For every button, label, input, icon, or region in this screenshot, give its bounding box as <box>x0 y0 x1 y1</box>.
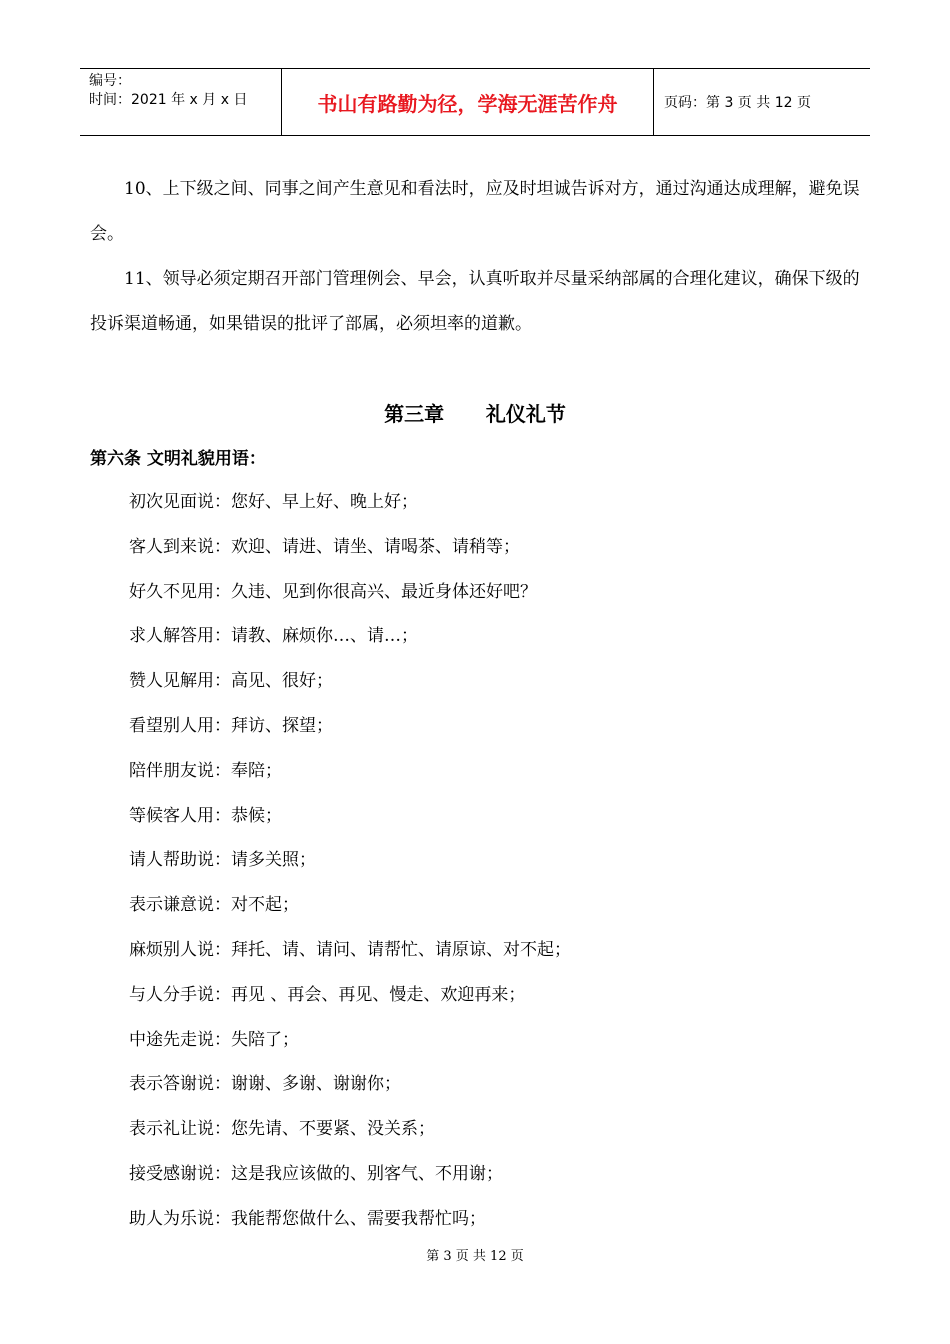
list-item: 麻烦别人说：拜托、请、请问、请帮忙、请原谅、对不起； <box>129 939 571 960</box>
list-item: 好久不见用：久违、见到你很高兴、最近身体还好吧？ <box>129 581 537 602</box>
list-item: 表示礼让说：您先请、不要紧、没关系； <box>129 1119 435 1140</box>
list-item: 中途先走说：失陪了； <box>129 1029 299 1050</box>
chapter-title: 第三章 礼仪礼节 <box>384 402 566 426</box>
phrase-list <box>129 480 571 1242</box>
paragraph-10: 10、上下级之间、同事之间产生意见和看法时，应及时坦诚告诉对方，通过沟通达成理解，避免误会。 <box>90 179 860 244</box>
list-item: 赞人见解用：高见、很好； <box>129 671 333 692</box>
list-item: 与人分手说：再见 、再会、再见、慢走、欢迎再来； <box>129 984 526 1005</box>
list-item: 求人解答用：请教、麻烦你…、请…； <box>129 626 418 647</box>
list-item: 请人帮助说：请多关照； <box>129 850 316 871</box>
header-meta <box>80 69 282 135</box>
list-item: 等候客人用：恭候； <box>129 805 282 826</box>
list-item: 接受感谢说：这是我应该做的、别客气、不用谢； <box>129 1163 503 1184</box>
header-page-info: 页码：第 3 页 共 12 页 <box>664 95 811 111</box>
list-item: 客人到来说：欢迎、请进、请坐、请喝茶、请稍等； <box>129 536 520 557</box>
list-item: 表示谦意说：对不起； <box>129 895 299 916</box>
document-date: 时间：2021 年 x 月 x 日 <box>89 92 248 108</box>
article-title: 第六条 文明礼貌用语： <box>90 449 266 469</box>
header-motto: 书山有路勤为径，学海无涯苦作舟 <box>282 69 654 135</box>
list-item: 表示答谢说：谢谢、多谢、谢谢你； <box>129 1074 401 1095</box>
list-item: 助人为乐说：我能帮您做什么、需要我帮忙吗； <box>129 1208 486 1229</box>
document-number: 编号： <box>89 73 131 89</box>
page-footer: 第 3 页 共 12 页 <box>426 1249 524 1264</box>
list-item: 初次见面说：您好、早上好、晚上好； <box>129 492 418 512</box>
list-item: 看望别人用：拜访、探望； <box>129 715 333 736</box>
list-item: 陪伴朋友说：奉陪； <box>129 760 282 781</box>
page-header <box>80 68 870 136</box>
paragraph-11: 11、领导必须定期召开部门管理例会、早会，认真听取并尽量采纳部属的合理化建议，确保下级的投诉渠道畅通，如果错误的批评了部属，必须坦率的道歉。 <box>90 269 860 334</box>
